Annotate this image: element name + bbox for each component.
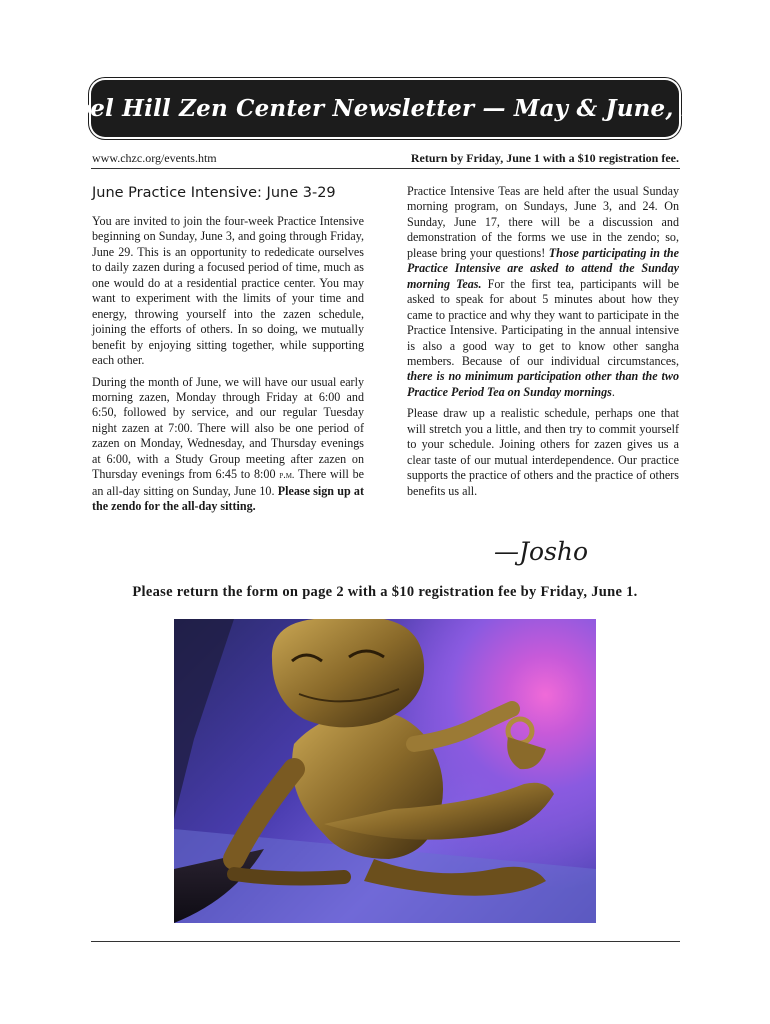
right-column [407, 184, 679, 505]
teas-text: Practice Intensive Teas are held after the usual Sunday morning program, on Sundays, June 3, and 24. On Sunday, June 17, there will be a discussion and demonstration of the forms we use in the zendo; so, please bring your questions! [407, 184, 679, 260]
schedule-advice-paragraph: Please draw up a realistic schedule, perhaps one that will stretch you a little, and then try to commit yourself to your schedule. Joining others for zazen gives us a clear taste of our mutual interdependence. Our practice supports the practice of others and the practice of others benefits us all. [407, 406, 679, 498]
newsletter-banner [23, 80, 747, 137]
frog-statue-photo [174, 619, 596, 923]
events-url[interactable]: www.chzc.org/events.htm [92, 151, 217, 165]
sign-up-note: Please sign up at the zendo for the all-day sitting. [92, 483, 364, 514]
section-heading: June Practice Intensive: June 3-29 [92, 185, 336, 201]
signature: —Josho [494, 537, 589, 566]
participation-emphasis: there is no minimum participation other than the two Practice Period Tea on Sunday mornings [407, 369, 679, 399]
pm-abbrev: p.m. [279, 470, 295, 482]
teas-paragraph [407, 184, 679, 400]
teas-emphasis: Those participating in the Practice Intensive are asked to attend the Sunday morning Teas. [407, 245, 679, 291]
teas-details: For the first tea, participants will be asked to speak for about 5 minutes about how they came to practice and why they want to participate in the Practice Intensive. Participating in the annual intensive is also a good way to get to know other sangha members. Because of our individual circumstances, [407, 276, 679, 368]
top-divider [91, 168, 680, 169]
teas-end: . [611, 384, 615, 399]
schedule-paragraph [92, 375, 364, 515]
intro-paragraph: You are invited to join the four-week Practice Intensive beginning on Sunday, June 3, and going through Friday, June 29. This is an opportunity to rededicate ourselves to daily zazen during a focused period of time, much as one would do at a residential practice center. You may want to experiment with the limits of your time and energy, throwing yourself into the zazen schedule, joining the efforts of others. In so doing, we mutually benefit by enjoying sitting together, while supporting each other. [92, 214, 364, 368]
return-note: Return by Friday, June 1 with a $10 registration fee. [410, 151, 679, 165]
schedule-text: During the month of June, we will have our usual early morning zazen, Monday through Friday at 6:00 and 6:50, followed by service, and our regular Tuesday night zazen at 7:00. There will also be one period of zazen on Monday, Wednesday, and Thursday evenings at 6:00, with a Study Group meeting after zazen on Thursday evenings from 6:45 to 8:00 [92, 374, 364, 482]
left-column [92, 184, 364, 521]
frog-statue-illustration [174, 619, 596, 923]
newsletter-title: Chapel Hill Zen Center Newsletter — May & June, 2018 [23, 95, 747, 122]
return-form-line: Please return the form on page 2 with a $10 registration fee by Friday, June 1. [132, 584, 638, 600]
bottom-divider [91, 941, 680, 942]
all-day-text: There will be an all-day sitting on Sunday, June 10. [92, 467, 365, 498]
